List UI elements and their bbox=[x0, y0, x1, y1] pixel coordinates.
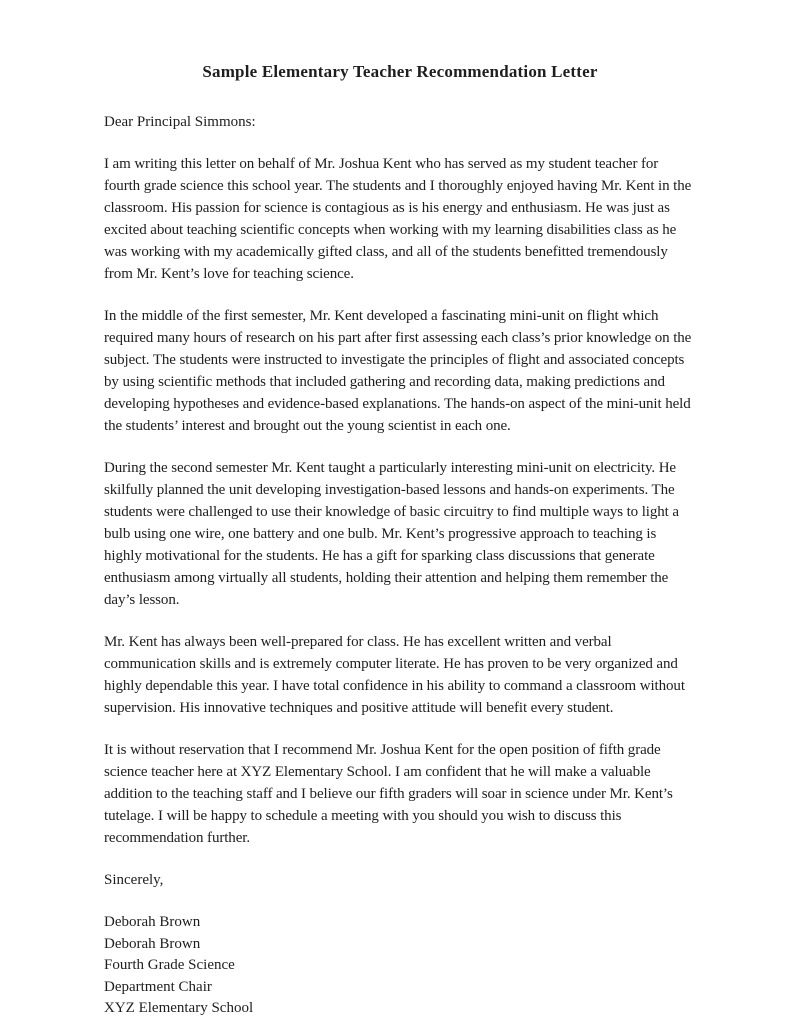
body-paragraph-1: I am writing this letter on behalf of Mr. Joshua Kent who has served as my student teacher for fourth grade science this school year. The students and I thoroughly enjoyed having Mr. Kent in the classroom. His passion for science is contagious as is his energy and enthusiasm. He was just as excited about teaching scientific concepts when working with my learning disabilities class as he was working with my academically gifted class, and all of the students benefitted tremendously from Mr. Kent’s love for teaching science. bbox=[104, 156, 692, 282]
letter-title: Sample Elementary Teacher Recommendation Letter bbox=[202, 62, 598, 81]
salutation: Dear Principal Simmons: bbox=[104, 114, 256, 130]
closing-sincerely: Sincerely, bbox=[104, 872, 164, 888]
signature-block bbox=[104, 912, 696, 1020]
signature-line-name: Deborah Brown bbox=[104, 914, 201, 930]
body-paragraph-3: During the second semester Mr. Kent taught a particularly interesting mini-unit on electricity. He skilfully planned the unit developing investigation-based lessons and hands-on experiments. The students were challenged to use their knowledge of basic circuitry to find multiple ways to light a bulb using one wire, one battery and one bulb. Mr. Kent’s progressive approach to teaching is highly motivational for the students. He has a gift for sparking class discussions that generate enthusiasm among virtually all students, holding their attention and helping them remember the day’s lesson. bbox=[104, 460, 679, 608]
signature-line-school: XYZ Elementary School bbox=[104, 1000, 254, 1016]
body-paragraph-2: In the middle of the first semester, Mr. Kent developed a fascinating mini-unit on flight which required many hours of research on his part after first assessing each class’s prior knowledge on the subject. The students were instructed to investigate the principles of flight and associated concepts by using scientific methods that included gathering and recording data, making predictions and developing hypotheses and evidence-based explanations. The hands-on aspect of the mini-unit held the students’ interest and brought out the young scientist in each one. bbox=[104, 308, 692, 434]
signature-line-role: Department Chair bbox=[104, 978, 212, 995]
signature-line-subject: Fourth Grade Science bbox=[104, 957, 235, 973]
signature-line-printed-name: Deborah Brown bbox=[104, 935, 201, 952]
body-paragraph-4: Mr. Kent has always been well-prepared for class. He has excellent written and verbal communication skills and is extremely computer literate. He has proven to be very organized and highly dependable this year. I have total confidence in his ability to command a classroom without supervision. His innovative techniques and positive attitude will benefit every student. bbox=[104, 634, 685, 716]
body-paragraph-5: It is without reservation that I recommend Mr. Joshua Kent for the open position of fifth grade science teacher here at XYZ Elementary School. I am confident that he will make a valuable addition to the teaching staff and I believe our fifth graders will soar in science under Mr. Kent’s tutelage. I will be happy to schedule a meeting with you should you wish to discuss this recommendation further. bbox=[104, 742, 673, 846]
